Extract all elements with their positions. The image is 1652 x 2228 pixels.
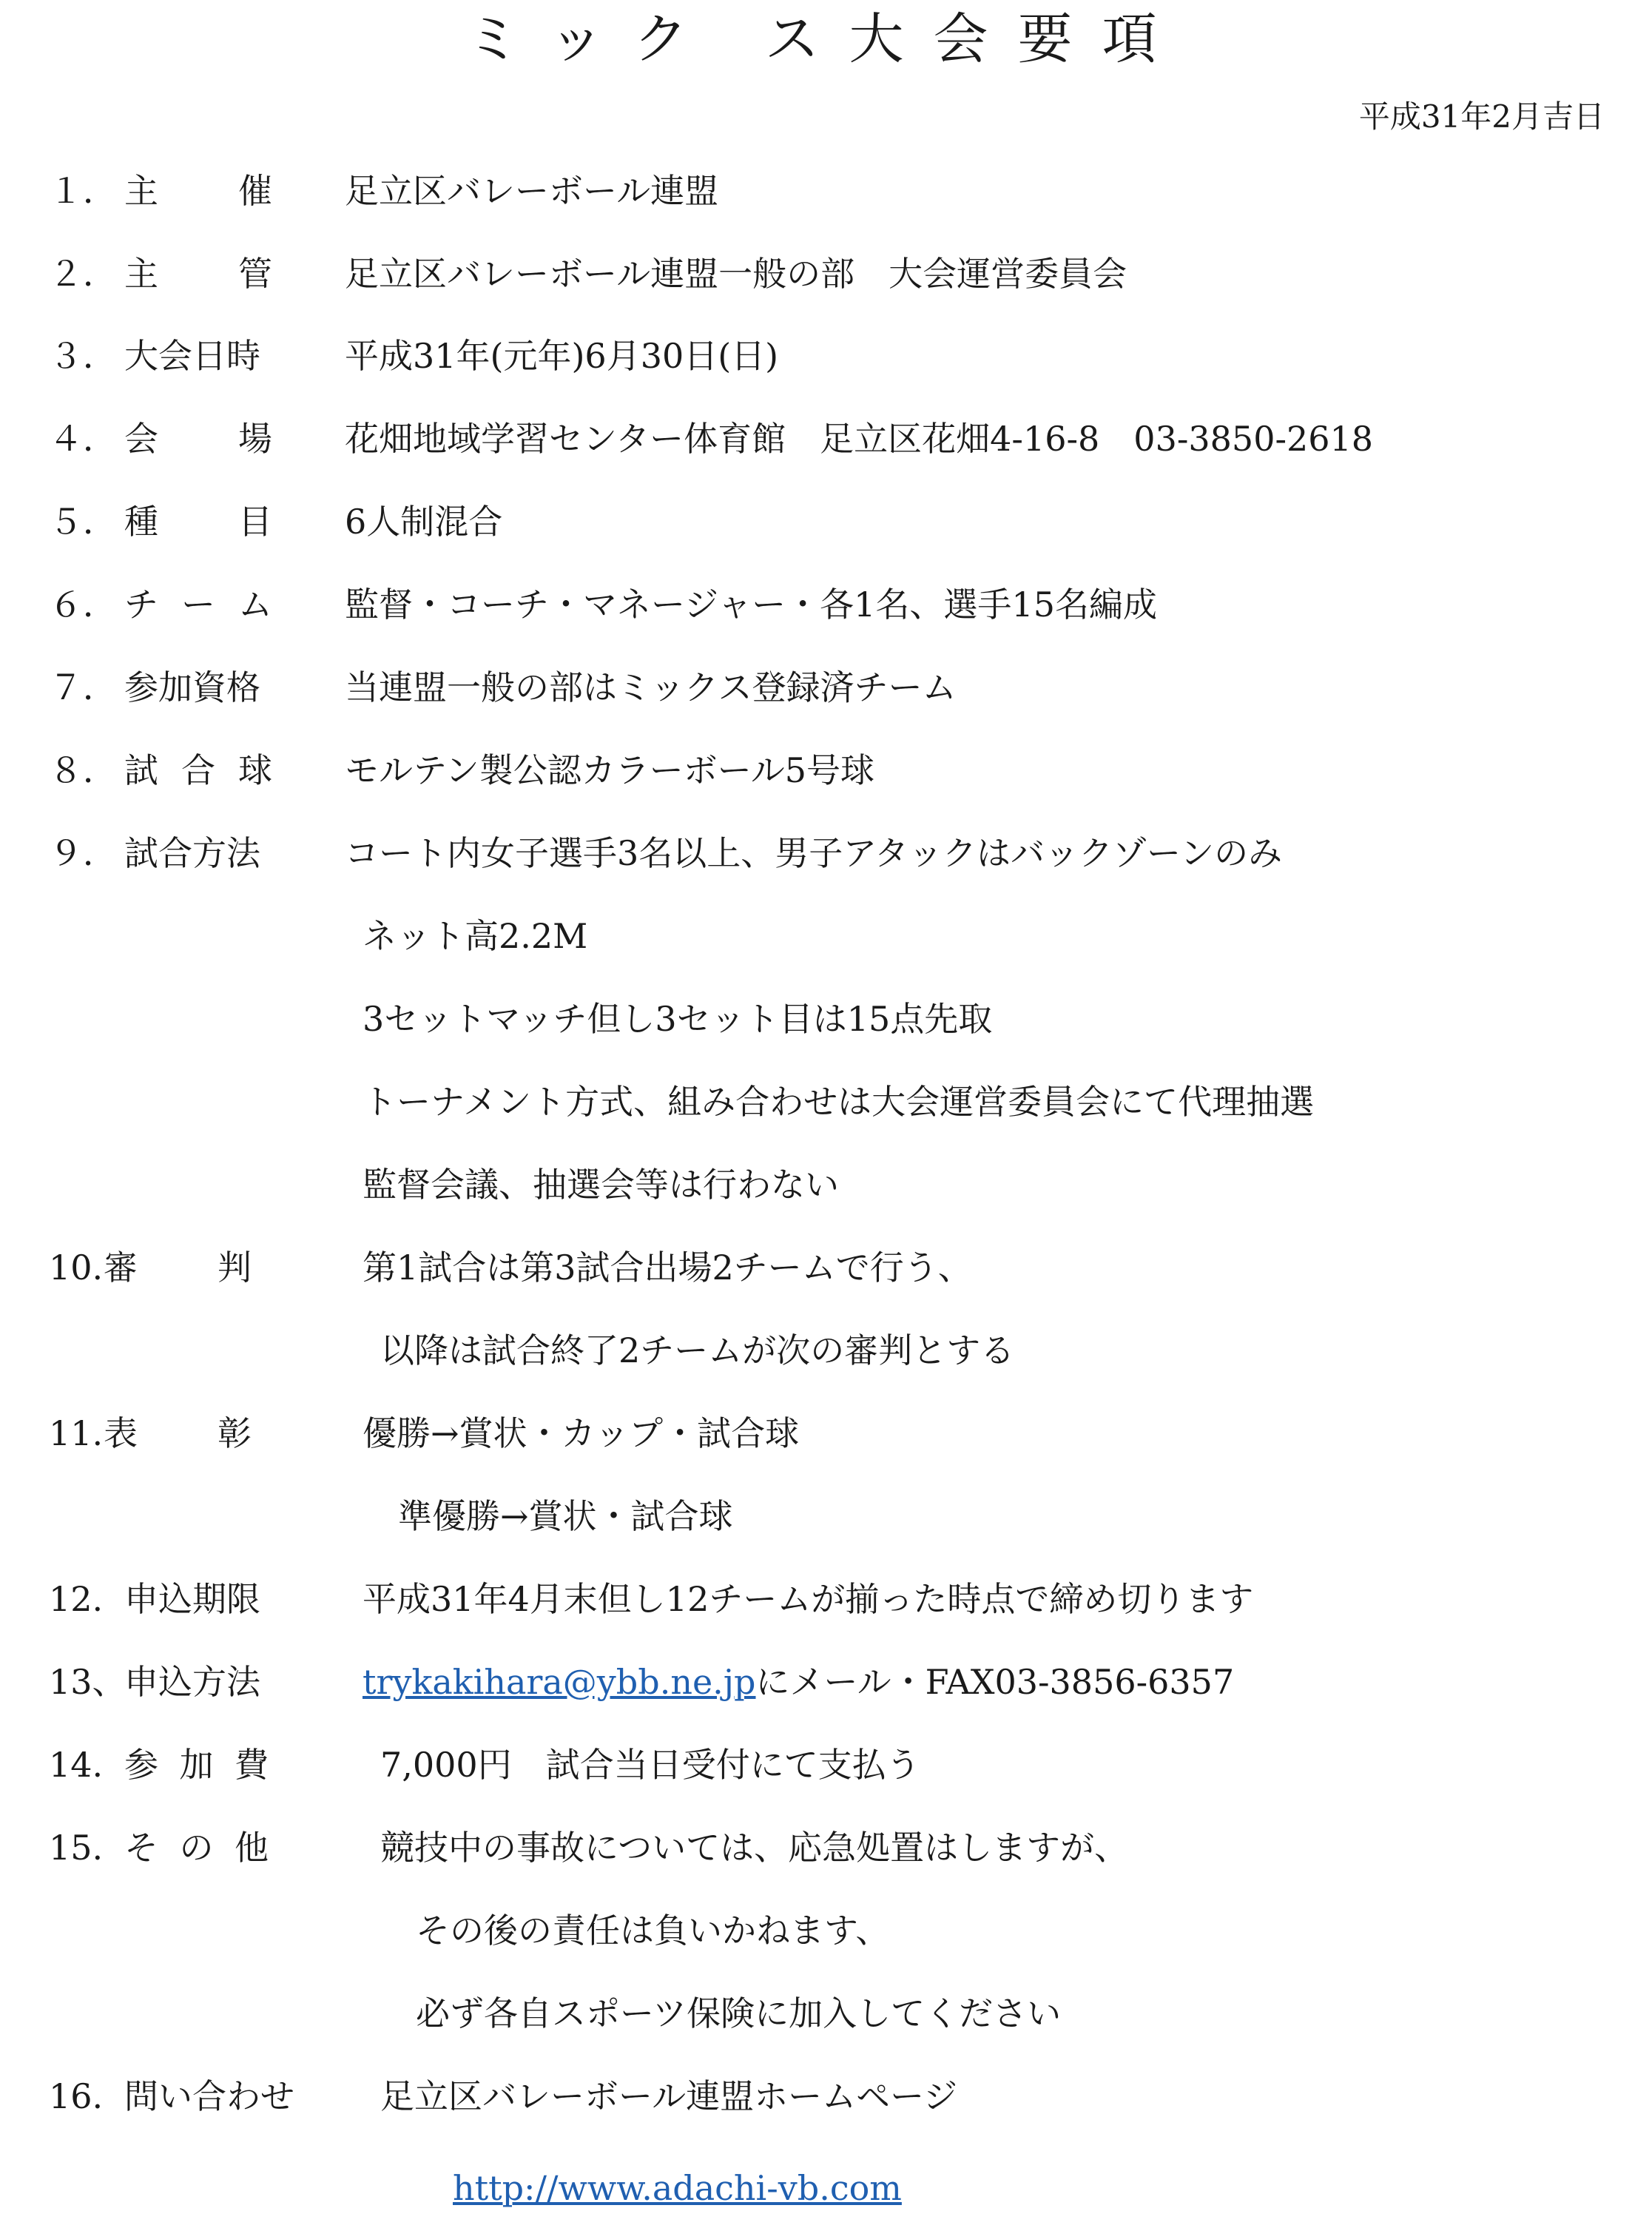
item-label: 参加資格: [124, 667, 260, 707]
item-label: 種 目: [124, 502, 272, 542]
document-title: ミック ス大会要項: [465, 7, 1187, 71]
item-value: 3セットマッチ但し3セット目は15点先取: [363, 999, 993, 1039]
item-label: 主 催: [124, 171, 272, 211]
item-label: 参 加 費: [124, 1745, 269, 1785]
item-organizer: [0, 161, 1652, 221]
item-label: 表 彰: [104, 1413, 252, 1453]
item-label: 会 場: [124, 419, 272, 459]
item-fee: [0, 1735, 1652, 1794]
item-value: 以降は試合終了2チームが次の審判とする: [380, 1330, 1015, 1370]
item-label: 主 管: [124, 254, 272, 294]
item-awards: [0, 1404, 1652, 1463]
item-number: ３．: [49, 336, 117, 376]
item-label: 試合方法: [124, 833, 260, 873]
item-other-continued: [0, 1984, 1652, 2043]
item-value: 監督会議、抽選会等は行わない: [363, 1165, 839, 1205]
item-number: 11.: [49, 1413, 104, 1453]
item-number: １．: [49, 171, 117, 211]
item-ball: [0, 741, 1652, 800]
item-contact: [0, 2067, 1652, 2126]
application-detail: にメール・FAX03-3856-6357: [755, 1662, 1235, 1702]
item-label: 申込方法: [124, 1662, 260, 1702]
email-link[interactable]: trykakihara@ybb.ne.jp: [363, 1662, 756, 1702]
item-number: 16.: [49, 2076, 104, 2116]
item-number: ９．: [49, 833, 117, 873]
item-value: 平成31年4月末但し12チームが揃った時点で締め切ります: [363, 1579, 1254, 1619]
item-value: 平成31年(元年)6月30日(日): [345, 336, 779, 376]
item-number: 13、: [49, 1662, 127, 1702]
item-value: 足立区バレーボール連盟ホームページ: [380, 2076, 958, 2116]
item-value: 競技中の事故については、応急処置はしますが、: [380, 1828, 1129, 1868]
item-contact-url: [0, 2158, 1652, 2218]
item-number: 10.: [49, 1248, 104, 1288]
item-value: 必ず各自スポーツ保険に加入してください: [416, 1993, 1062, 2033]
homepage-link[interactable]: http://www.adachi-vb.com: [453, 2168, 902, 2208]
item-method-continued: [0, 989, 1652, 1049]
item-value: トーナメント方式、組み合わせは大会運営委員会にて代理抽選: [363, 1082, 1315, 1122]
item-number: ４．: [49, 419, 117, 459]
item-referee: [0, 1238, 1652, 1297]
item-value: コート内女子選手3名以上、男子アタックはバックゾーンのみ: [345, 833, 1283, 873]
item-value: 優勝→賞状・カップ・試合球: [363, 1413, 800, 1453]
item-eligibility: [0, 658, 1652, 717]
item-value: ネット高2.2M: [363, 916, 588, 956]
item-number: ８．: [49, 750, 117, 790]
item-number: 12.: [49, 1579, 104, 1619]
item-value: 監督・コーチ・マネージャー・各1名、選手15名編成: [345, 585, 1157, 625]
item-label: そ の 他: [124, 1828, 269, 1868]
item-value: 7,000円 試合当日受付にて支払う: [380, 1745, 920, 1785]
item-value: 6人制混合: [345, 502, 503, 542]
item-event: [0, 492, 1652, 551]
item-method-continued: [0, 906, 1652, 966]
item-other-continued: [0, 1901, 1652, 1960]
item-manager: [0, 244, 1652, 303]
item-other: [0, 1818, 1652, 1877]
item-method-continued: [0, 1072, 1652, 1131]
item-value: 花畑地域学習センター体育館 足立区花畑4-16-8 03-3850-2618: [345, 419, 1374, 459]
item-label: 大会日時: [124, 336, 260, 376]
item-awards-continued: [0, 1487, 1652, 1546]
item-label: 申込期限: [124, 1579, 260, 1619]
item-value: その後の責任は負いかねます、: [416, 1911, 890, 1951]
item-method: [0, 824, 1652, 883]
item-number: ５．: [49, 502, 117, 542]
item-label: 審 判: [104, 1248, 252, 1288]
issue-date: 平成31年2月吉日: [1358, 98, 1605, 135]
item-value: [453, 2158, 902, 2218]
item-deadline: [0, 1569, 1652, 1629]
item-number: ６．: [49, 585, 117, 625]
item-label: 試 合 球: [124, 750, 272, 790]
item-datetime: [0, 326, 1652, 386]
item-label: 問い合わせ: [124, 2076, 294, 2116]
item-number: ２．: [49, 254, 117, 294]
item-value: 準優勝→賞状・試合球: [398, 1496, 733, 1536]
item-number: 15.: [49, 1828, 104, 1868]
item-value: 足立区バレーボール連盟: [345, 171, 719, 211]
item-method-continued: [0, 1155, 1652, 1214]
item-value: [363, 1652, 1234, 1712]
item-value: 足立区バレーボール連盟一般の部 大会運営委員会: [345, 254, 1127, 294]
item-referee-continued: [0, 1321, 1652, 1380]
item-number: 14.: [49, 1745, 104, 1785]
item-value: 第1試合は第3試合出場2チームで行う、: [363, 1248, 972, 1288]
item-value: モルテン製公認カラーボール5号球: [345, 750, 875, 790]
item-venue: [0, 409, 1652, 468]
item-application-method: [0, 1652, 1652, 1712]
item-team: [0, 575, 1652, 634]
item-label: チ ー ム: [124, 585, 272, 625]
item-value: 当連盟一般の部はミックス登録済チーム: [345, 667, 957, 707]
item-number: ７．: [49, 667, 117, 707]
